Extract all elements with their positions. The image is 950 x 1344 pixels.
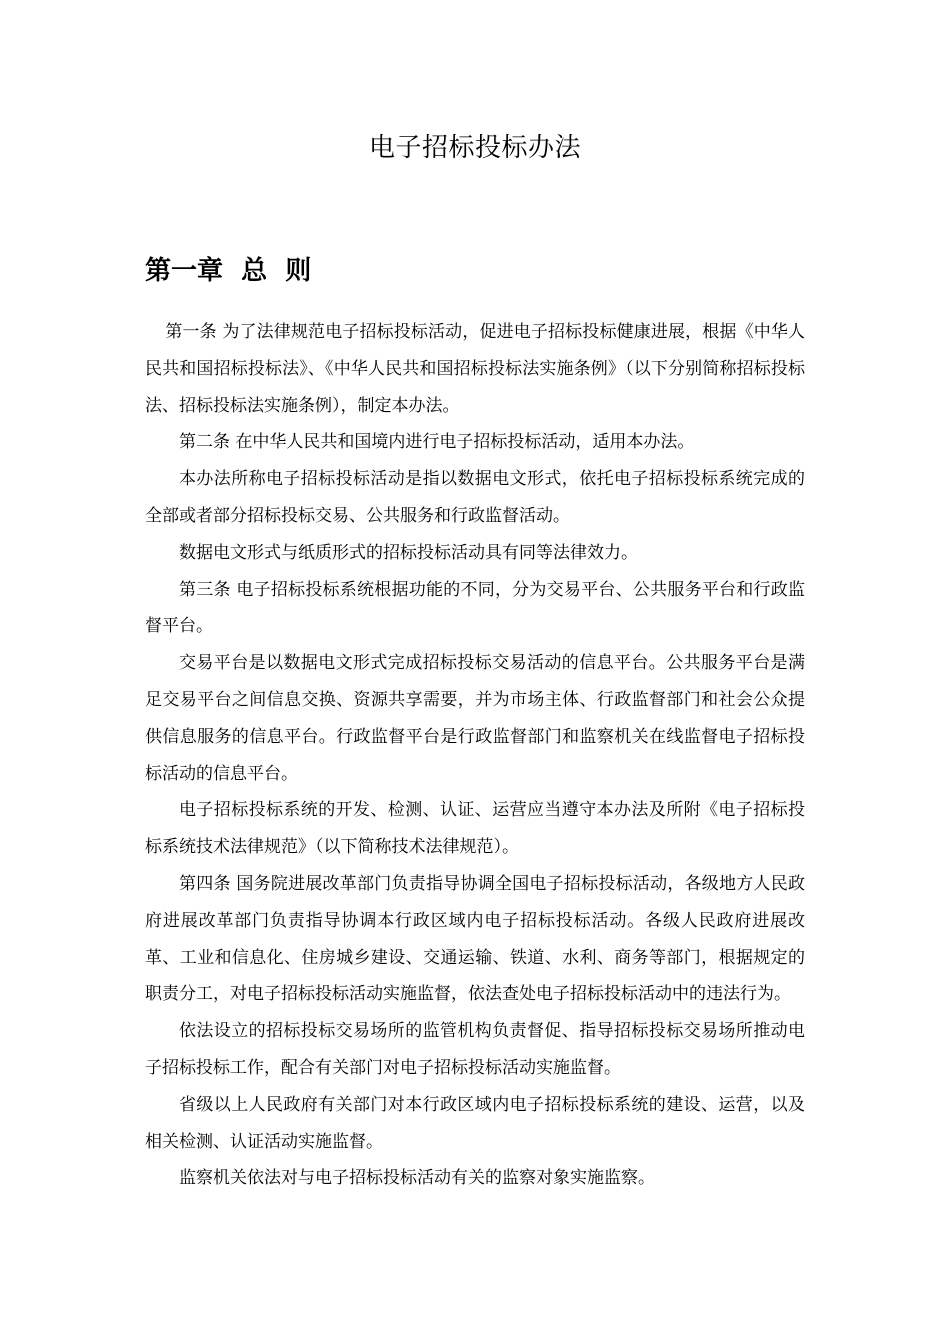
document-body [145, 314, 805, 1197]
paragraph-system-standards: 电子招标投标系统的开发、检测、认证、运营应当遵守本办法及所附《电子招标投标系统技术法律规范》（以下简称技术法律规范）。 [145, 800, 805, 858]
paragraph-article-1: 第一条 为了法律规范电子招标投标活动，促进电子招标投标健康进展，根据《中华人民共和国招标投标法》、《中华人民共和国招标投标法实施条例》（以下分别简称招标投标法、招标投标法实施条例），制定本办法。 [145, 322, 805, 416]
paragraph-article-3: 第三条 电子招标投标系统根据功能的不同，分为交易平台、公共服务平台和行政监督平台。 [145, 579, 805, 637]
paragraph-article-2: 第二条 在中华人民共和国境内进行电子招标投标活动，适用本办法。 [179, 432, 695, 453]
document-title: 电子招标投标办法 [368, 133, 581, 163]
chapter-heading: 第一章 总 则 [145, 256, 312, 286]
paragraph-platforms: 交易平台是以数据电文形式完成招标投标交易活动的信息平台。公共服务平台是满足交易平台之间信息交换、资源共享需要，并为市场主体、行政监督部门和社会公众提供信息服务的信息平台。行政监督平台是行政监督部门和监察机关在线监督电子招标投标活动的信息平台。 [145, 653, 805, 784]
paragraph-legal-effect: 数据电文形式与纸质形式的招标投标活动具有同等法律效力。 [179, 542, 638, 563]
paragraph-provincial-supervision: 省级以上人民政府有关部门对本行政区域内电子招标投标系统的建设、运营，以及相关检测、认证活动实施监督。 [145, 1094, 805, 1152]
paragraph-supervisory-organs: 监察机关依法对与电子招标投标活动有关的监察对象实施监察。 [179, 1168, 655, 1189]
paragraph-trading-venues: 依法设立的招标投标交易场所的监管机构负责督促、指导招标投标交易场所推动电子招标投标工作，配合有关部门对电子招标投标活动实施监督。 [145, 1021, 805, 1078]
paragraph-article-4: 第四条 国务院进展改革部门负责指导协调全国电子招标投标活动，各级地方人民政府进展改革部门负责指导协调本行政区域内电子招标投标活动。各级人民政府进展改革、工业和信息化、住房城乡建设、交通运输、铁道、水利、商务等部门，根据规定的职责分工，对电子招标投标活动实施监督，依法查处电子招标投标活动中的违法行为。 [145, 873, 805, 1005]
paragraph-definition: 本办法所称电子招标投标活动是指以数据电文形式，依托电子招标投标系统完成的全部或者部分招标投标交易、公共服务和行政监督活动。 [145, 469, 805, 526]
